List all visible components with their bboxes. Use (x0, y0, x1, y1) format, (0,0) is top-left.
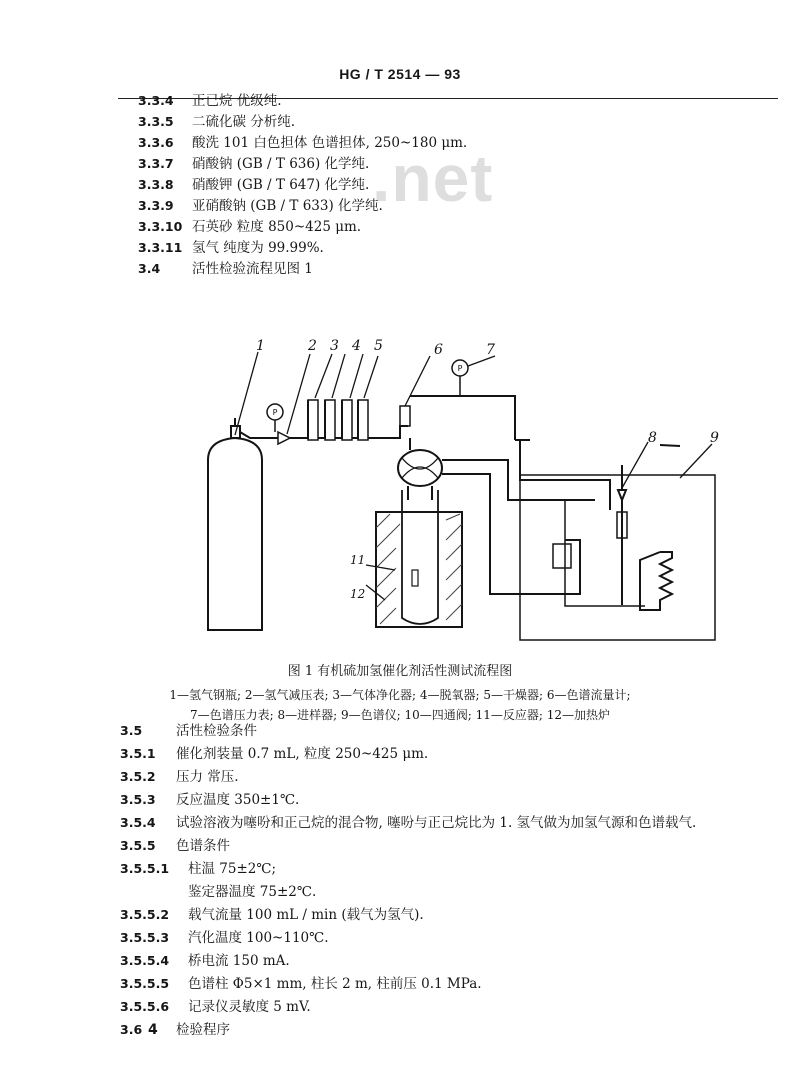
label-12: 12 (350, 587, 366, 601)
clause-text: 汽化温度 100~110℃. (188, 930, 329, 946)
dryer (342, 400, 352, 440)
clause-number: 3.5.5.1 (120, 861, 170, 876)
clause-text: 反应温度 350±1℃. (176, 792, 300, 808)
column-coil (640, 552, 672, 610)
figure-legend-line-1: 1—氢气钢瓶; 2—氢气减压表; 3—气体净化器; 4—脱氧器; 5—干燥器; 6—色谱流量计; (169, 688, 631, 702)
purifier (308, 400, 318, 440)
figure-legend-line-2: 7—色谱压力表; 8—进样器; 9—色谱仪; 10—四通阀; 11—反应器; 12—加热炉 (189, 708, 610, 722)
clause-text: 载气流量 100 mL / min (载气为氢气). (188, 907, 424, 923)
clause-text: 石英砂 粒度 850~425 μm. (192, 219, 362, 235)
reactor-inner (412, 570, 418, 586)
clause-text: 桥电流 150 mA. (188, 953, 290, 969)
clause-text: 硝酸钾 (GB / T 647) 化学纯. (192, 177, 370, 193)
clause-number: 3.3.11 (138, 240, 183, 255)
label-11: 11 (350, 553, 366, 567)
clause-number: 3.5.3 (120, 792, 156, 807)
clause-number: 3.3.9 (138, 198, 174, 213)
clause-number: 3.5.5.2 (120, 907, 170, 922)
label-5: 5 (374, 338, 383, 354)
clause-text: 活性检验流程见图 1 (192, 261, 313, 277)
clause-text: 氢气 纯度为 99.99%. (192, 240, 324, 256)
gauge-symbol-left: P (272, 408, 278, 417)
label-3: 3 (330, 338, 339, 354)
clause-number: 3.3.8 (138, 177, 174, 192)
figure-caption: 图 1 有机硫加氢催化剂活性测试流程图 (287, 664, 513, 679)
clause-number: 3.5.1 (120, 746, 156, 761)
clause-number: 3.5.5.5 (120, 976, 170, 991)
clause-text: 压力 常压. (176, 769, 239, 785)
clause-text: 活性检验条件 (176, 723, 257, 739)
clause-number: 3.6 (120, 1022, 143, 1037)
clause-number: 3.5.5.6 (120, 999, 170, 1014)
clause-number: 3.5.2 (120, 769, 156, 784)
label-8: 8 (648, 430, 657, 446)
gauge-symbol-right: P (457, 364, 463, 373)
clause-number: 3.3.4 (138, 93, 174, 108)
clause-number: 3.4 (138, 261, 161, 276)
clause-text: 二硫化碳 分析纯. (192, 114, 296, 130)
reactor-tube (402, 490, 438, 624)
label-2: 2 (308, 338, 317, 354)
clause-text: 色谱条件 (176, 838, 230, 854)
clause-number: 3.5.4 (120, 815, 156, 830)
clause-number: 3.3.6 (138, 135, 174, 150)
clause-number: 3.5.5.4 (120, 953, 170, 968)
clause-text: 记录仪灵敏度 5 mV. (188, 999, 311, 1015)
clause-number: 3.5.5 (120, 838, 156, 853)
label-6: 6 (434, 342, 443, 358)
clause-number: 3.3.5 (138, 114, 174, 129)
clause-number: 3.5 (120, 723, 143, 738)
label-9: 9 (710, 430, 719, 446)
label-7: 7 (486, 342, 495, 358)
clause-number: 3.3.10 (138, 219, 183, 234)
clause-text: 硝酸钠 (GB / T 636) 化学纯. (192, 156, 370, 172)
clause-text: 催化剂装量 0.7 mL, 粒度 250~425 μm. (176, 746, 429, 762)
regulator (278, 432, 290, 444)
four-way-valve (398, 450, 442, 486)
hydrogen-cylinder (208, 438, 262, 630)
flow-meter (400, 406, 410, 426)
clause-text: 亚硝酸钠 (GB / T 633) 化学纯. (192, 198, 383, 214)
flow-diagram (190, 330, 750, 675)
label-4: 4 (352, 338, 361, 354)
clause-text: 柱温 75±2℃; (188, 861, 277, 877)
clause-text: 试验溶液为噻吩和正己烷的混合物, 噻吩与正己烷比为 1. 氢气做为加氢气源和色谱载气. (176, 815, 697, 831)
clause-text: 色谱柱 Φ5×1 mm, 柱长 2 m, 柱前压 0.1 MPa. (188, 976, 482, 992)
clause-text: 检验程序 (176, 1022, 230, 1038)
clause-text: 酸洗 101 白色担体 色谱担体, 250~180 μm. (192, 135, 468, 151)
clause-text: 正已烷 优级纯. (192, 93, 282, 109)
clause-text: 鉴定器温度 75±2℃. (188, 884, 317, 900)
detector (553, 544, 571, 568)
standard-code-header: HG / T 2514 — 93 (339, 66, 461, 82)
page-number: 4 (148, 1022, 158, 1038)
clause-number: 3.5.5.3 (120, 930, 170, 945)
label-1: 1 (256, 338, 265, 354)
clause-number: 3.3.7 (138, 156, 174, 171)
deoxidizer (325, 400, 335, 440)
watermark: .net (372, 141, 494, 215)
dryer-2 (358, 400, 368, 440)
